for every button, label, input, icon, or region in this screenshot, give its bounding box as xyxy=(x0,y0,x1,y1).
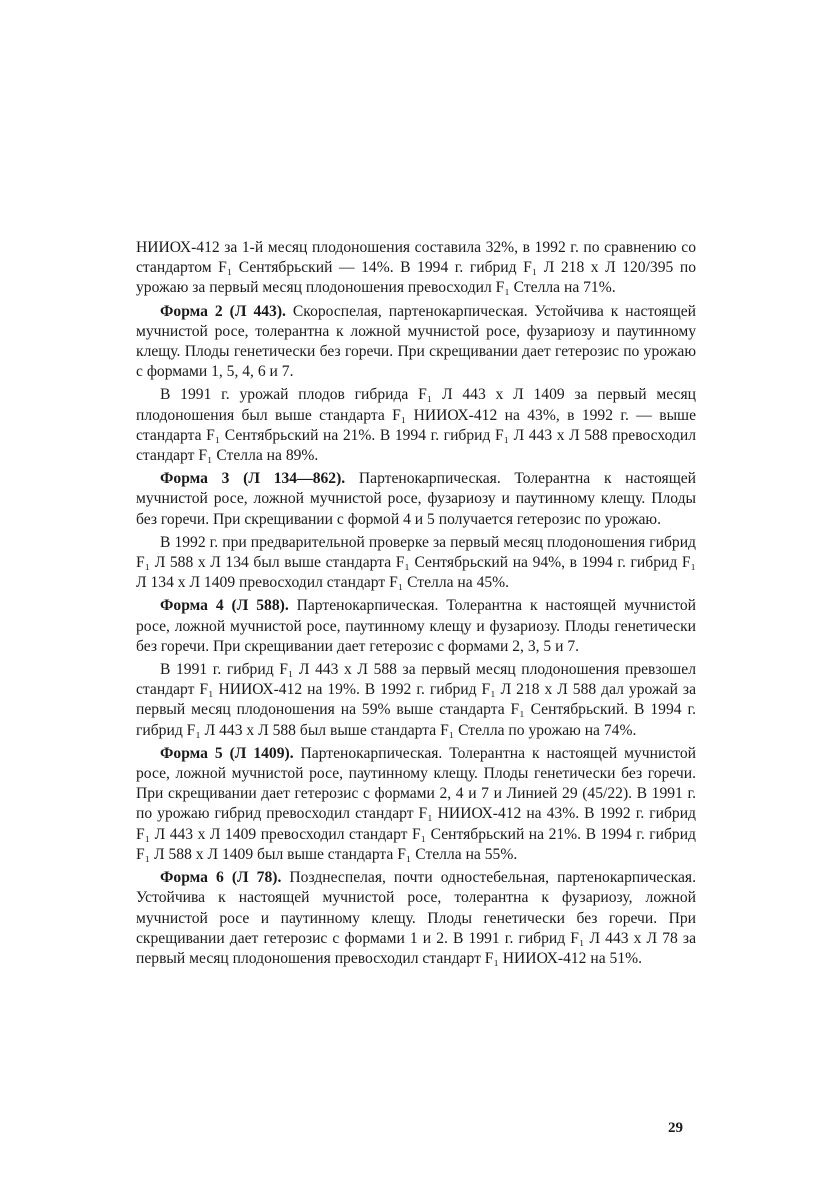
form-heading: Форма 4 (Л 588). xyxy=(160,597,289,615)
paragraph-form-4 xyxy=(136,596,696,657)
form-heading: Форма 5 (Л 1409). xyxy=(160,744,294,762)
paragraph-text: В 1991 г. гибрид F₁ Л 443 х Л 588 за первый месяц плодоношения превзошел стандарт F₁ НИИОХ-412 на 19%. В 1992 г. гибрид F₁ Л 218 х Л 588 дал урожай за первый месяц плодоношения на 59% выше стандарта F₁ Сентябрьский. В 1994 г. гибрид F₁ Л 443 х Л 588 был выше стандарта F₁ Стелла по урожаю на 74%. xyxy=(136,661,696,739)
paragraph-text: Партенокарпическая. Толерантна к настоящей мучнистой росе, ложной мучнистой росе, паутинному клещу. Плоды генетически без горечи. При скрещивании дает гетерозис с формами 2, 4 и 7 и Линией 29 (45/22). В 1991 г. по урожаю гибрид превосходил стандарт F₁ НИИОХ-412 на 43%. В 1992 г. гибрид F₁ Л 443 х Л 1409 превосходил стандарт F₁ Сентябрьский на 21%. В 1994 г. гибрид F₁ Л 588 х Л 1409 был выше стандарта F₁ Стелла на 55%. xyxy=(136,744,696,863)
paragraph-text: Партенокарпическая. Толерантна к настоящей мучнистой росе, ложной мучнистой росе, паутинному клещу и фузариозу. Плоды генетически без горечи. При скрещивании дает гетерозис с формами 2, 3, 5 и 7. xyxy=(136,597,696,655)
paragraph-text: НИИОХ-412 за 1-й месяц плодоношения составила 32%, в 1992 г. по сравнению со стандартом F₁ Сентябрьский — 14%. В 1994 г. гибрид F₁ Л 218 х Л 120/395 по урожаю за первый месяц плодоношения превосходил F₁ Стелла на 71%. xyxy=(136,239,696,297)
paragraph-form-4-results xyxy=(136,660,696,741)
paragraph-text: В 1992 г. при предварительной проверке за первый месяц плодоношения гибрид F₁ Л 588 х Л 134 был выше стандарта F₁ Сентябрьский на 94%, в 1994 г. гибрид F₁ Л 134 х Л 1409 превосходил стандарт F₁ Стелла на 45%. xyxy=(136,533,696,592)
body-text xyxy=(136,238,696,972)
paragraph-form-6 xyxy=(136,868,696,969)
paragraph-text: В 1991 г. урожай плодов гибрида F₁ Л 443 х Л 1409 за первый месяц плодоношения был выше стандарта F₁ НИИОХ-412 на 43%, в 1992 г. — выше стандарта F₁ Сентябрьский на 21%. В 1994 г. гибрид F₁ Л 443 х Л 588 превосходил стандарт F₁ Стелла на 89%. xyxy=(136,386,696,465)
paragraph-form-3 xyxy=(136,469,696,530)
form-heading: Форма 3 (Л 134—862). xyxy=(160,470,346,488)
paragraph-continuation xyxy=(136,238,696,299)
paragraph-form-2 xyxy=(136,302,696,383)
paragraph-text: Скороспелая, партенокарпическая. Устойчива к настоящей мучнистой росе, толерантна к ложной мучнистой росе, фузариозу и паутинному клещу. Плоды генетически без горечи. При скрещивании дает гетерозис по урожаю с формами 1, 5, 4, 6 и 7. xyxy=(136,302,697,381)
paragraph-text: Партенокарпическая. Толерантна к настоящей мучнистой росе, ложной мучнистой росе, фузариозу и паутинному клещу. Плоды без горечи. При скрещивании с формой 4 и 5 получается гетерозис по урожаю. xyxy=(136,470,696,528)
paragraph-form-3-results xyxy=(136,533,696,594)
form-heading: Форма 2 (Л 443). xyxy=(160,302,286,320)
paragraph-text: Позднеспелая, почти одностебельная, партенокарпическая. Устойчива к настоящей мучнистой росе, толерантна к фузариозу, ложной мучнистой росе и паутинному клещу. Плоды генетически без горечи. При скрещивании дает гетерозис с формами 1 и 2. В 1991 г. гибрид F₁ Л 443 х Л 78 за первый месяц плодоношения превосходил стандарт F₁ НИИОХ-412 на 51%. xyxy=(136,869,696,967)
page-number: 29 xyxy=(668,1120,683,1136)
paragraph-form-2-results xyxy=(136,385,696,466)
form-heading: Форма 6 (Л 78). xyxy=(160,869,282,887)
paragraph-form-5 xyxy=(136,744,696,865)
